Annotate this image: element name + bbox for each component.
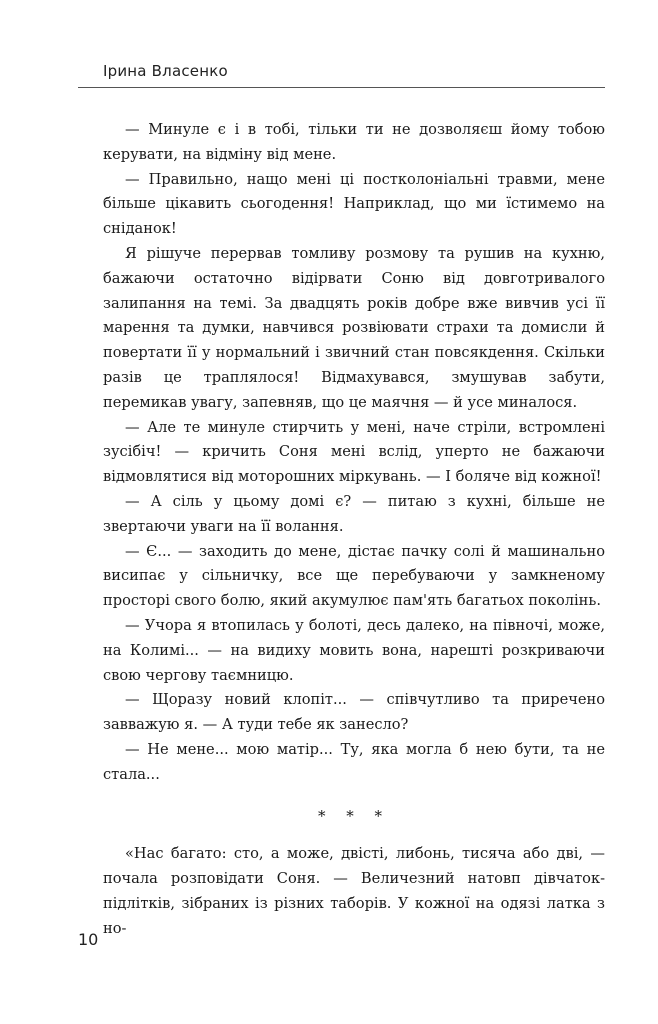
paragraph: — Є... — заходить до мене, дістає пачку солі й машинально висипає у сільничку, все ще перебуваючи у замкненому просторі свого болю, який акумулює пам'ять багатьох поколінь.	[103, 542, 605, 610]
paragraph: — Минуле є і в тобі, тільки ти не дозволяєш йому тобою керувати, на відміну від мене.	[103, 121, 605, 163]
page-number: 10	[78, 930, 99, 949]
paragraph: «Нас багато: сто, а може, двісті, либонь, тисяча або дві, — почала розповідати Соня. — Величезний натовп дівчаток-підлітків, зібраних із різних таборів. У кожної на одязі латка з но-	[103, 845, 605, 937]
section-separator: * * *	[317, 806, 391, 825]
running-head-author: Ірина Власенко	[103, 62, 228, 80]
paragraph: — Учора я втопилась у болоті, десь далеко, на півночі, може, на Колимі... — на видиху мовить вона, нарешті розкриваючи свою чергову таємницю.	[103, 616, 605, 684]
body-text	[103, 118, 605, 942]
paragraph: — Щоразу новий клопіт... — співчутливо та приречено завважую я. — А туди тебе як занесло?	[103, 691, 605, 734]
paragraph: Я рішуче перервав томливу розмову та рушив на кухню, бажаючи остаточно відірвати Соню від довготривалого залипання на темі. За двадцять років добре вже вивчив усі її марення та думки, навчився розвіювати страхи та домисли й повертати її у нормальний і звичний стан повсякдення. Скільки разів це траплялося! Відмахувався, змушував забути, перемикав увагу, запевняв, що це маячня — й усе миналося.	[103, 244, 605, 411]
paragraph: — А сіль у цьому домі є? — питаю з кухні, більше не звертаючи уваги на її волання.	[103, 492, 605, 535]
paragraph: — Але те минуле стирчить у мені, наче стріли, встромлені зусібіч! — кричить Соня мені вслід, уперто не бажаючи відмовлятися від моторошних міркувань. — І боляче від кожної!	[103, 418, 605, 486]
paragraph: — Правильно, нащо мені ці постколоніальні травми, мене більше цікавить сьогодення! Наприклад, що ми їстимемо на сніданок!	[103, 170, 605, 238]
header-rule	[78, 87, 605, 88]
paragraph: — Не мене... мою матір... Ту, яка могла б нею бути, та не стала...	[103, 740, 605, 783]
